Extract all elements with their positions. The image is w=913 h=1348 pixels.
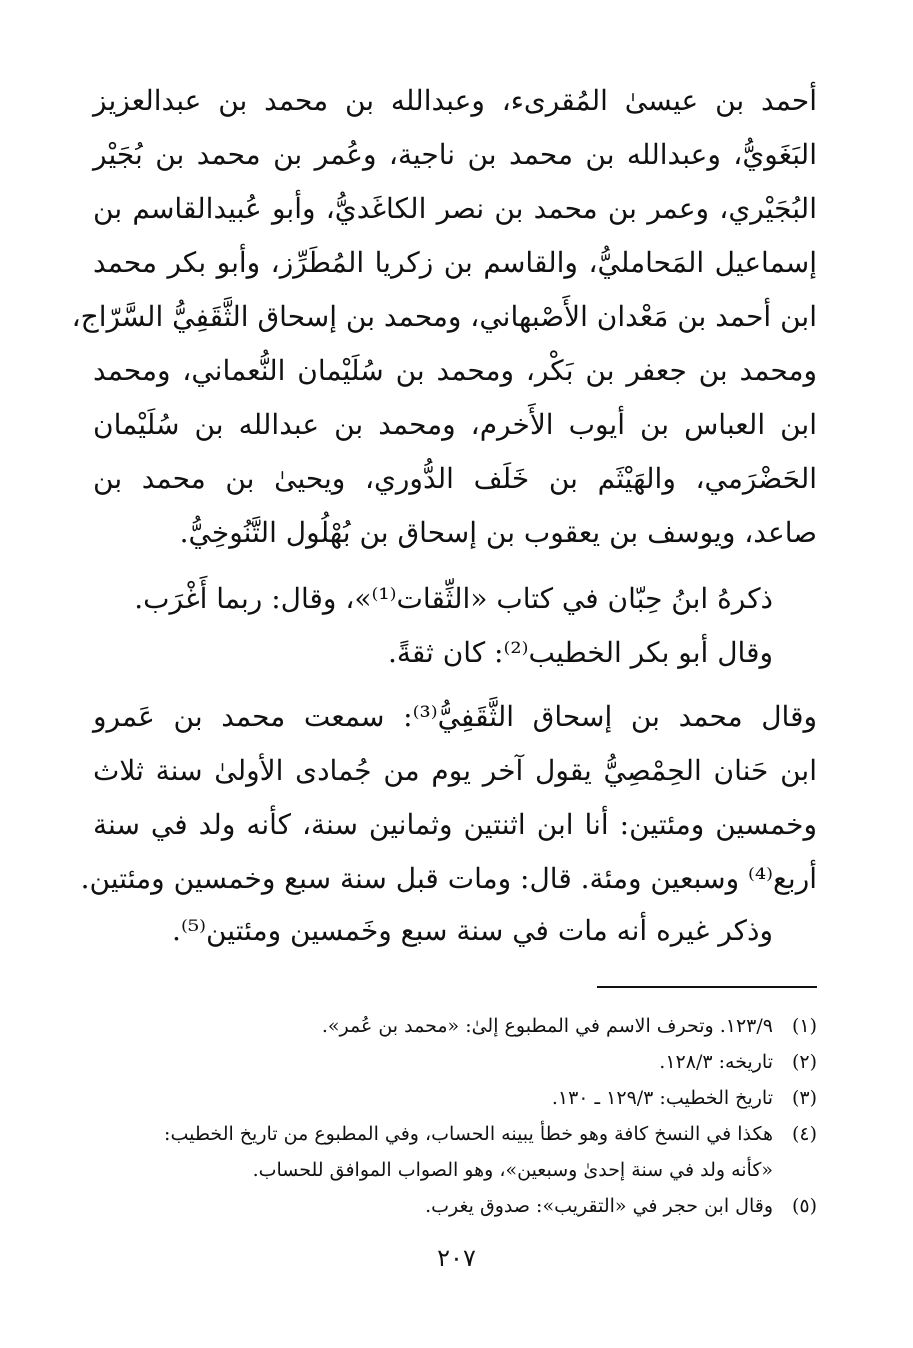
footnote-line: تاريخ الخطيب: ١٢٩/٣ ـ ١٣٠. <box>551 1087 773 1109</box>
text-line: الحَضْرَمي، والهَيْثَم بن خَلَف الدُّوري، ويحيىٰ بن محمد بن <box>93 462 817 495</box>
footnote-line: تاريخه: ١٢٨/٣. <box>659 1051 773 1073</box>
footnote-line: ١٢٣/٩. وتحرف الاسم في المطبوع إلىٰ: «محمد بن عُمر». <box>321 1015 773 1037</box>
footnote <box>93 1044 817 1080</box>
footnote-line: هكذا في النسخ كافة وهو خطأ يبينه الحساب، وفي المطبوع من تاريخ الخطيب: <box>164 1123 773 1145</box>
footnote-line: «كأنه ولد في سنة إحدىٰ وسبعين»، وهو الصواب الموافق للحساب. <box>252 1159 773 1181</box>
footnote <box>93 1116 817 1188</box>
footnote-text <box>93 1044 773 1080</box>
footnote-text <box>93 1116 773 1188</box>
footnote-number: (٤) <box>791 1123 817 1145</box>
page-number: ٢٠٧ <box>437 1244 476 1272</box>
text-line: البُجَيْري، وعمر بن محمد بن نصر الكاغَديُّ، وأبو عُبيدالقاسم بن <box>93 192 817 225</box>
text-line: وخمسين ومئتين: أنا ابن اثنتين وثمانين سنة، كأنه ولد في سنة <box>93 808 817 841</box>
text-line: وقال محمد بن إسحاق الثَّقَفِيُّ⁽³⁾: سمعت محمد بن عَمرو <box>93 700 817 733</box>
text-line: ابن العباس بن أيوب الأَخرم، ومحمد بن عبدالله بن سُلَيْمان <box>93 408 817 441</box>
text-line: ابن حَنان الحِمْصِيُّ يقول آخر يوم من جُمادى الأولىٰ سنة ثلاث <box>93 754 817 787</box>
footnote-text <box>93 1188 773 1224</box>
text-line: إسماعيل المَحامليُّ، والقاسم بن زكريا المُطَرِّز، وأبو بكر محمد <box>93 246 817 279</box>
text-line: البَغَويُّ، وعبدالله بن محمد بن ناجية، وعُمر بن محمد بن بُجَيْر <box>93 138 817 171</box>
text-line: ابن أحمد بن مَعْدان الأَصْبهاني، ومحمد بن إسحاق الثَّقَفِيُّ السَّرّاج، <box>71 300 817 333</box>
footnote-number: (١) <box>791 1015 817 1037</box>
footnote <box>93 1188 817 1224</box>
text-line: وقال أبو بكر الخطيب⁽²⁾: كان ثقةً. <box>387 636 773 669</box>
footnote-line: وقال ابن حجر في «التقريب»: صدوق يغرب. <box>425 1195 773 1217</box>
footnote-number: (٢) <box>791 1051 817 1073</box>
text-line: أحمد بن عيسىٰ المُقرىء، وعبدالله بن محمد بن عبدالعزيز <box>93 84 817 117</box>
text-line: ومحمد بن جعفر بن بَكْر، ومحمد بن سُلَيْمان النُّعماني، ومحمد <box>93 354 817 387</box>
text-line: ذكرهُ ابنُ حِبّان في كتاب «الثِّقات⁽¹⁾»، وقال: ربما أَغْرَب. <box>134 582 773 615</box>
death-date-paragraph <box>49 904 817 958</box>
footnote <box>93 1008 817 1044</box>
footnote <box>93 1080 817 1116</box>
footnote-number: (٣) <box>791 1087 817 1109</box>
text-line: أربع⁽⁴⁾ وسبعين ومئة. قال: ومات قبل سنة سبع وخمسين ومئتين. <box>80 862 817 895</box>
text-line: صاعد، ويوسف بن يعقوب بن إسحاق بن بُهْلُول التَّنُوخِيُّ. <box>179 516 817 549</box>
footnote-divider <box>597 986 817 988</box>
khatib-quote <box>49 626 817 680</box>
footnote-text <box>93 1080 773 1116</box>
thaqafi-paragraph <box>80 690 817 906</box>
footnotes <box>93 1008 817 1224</box>
footnote-text <box>93 1008 773 1044</box>
ibn-hibban-quote <box>49 572 817 626</box>
text-line: وذكر غيره أنه مات في سنة سبع وخَمسين ومئتين⁽⁵⁾. <box>172 914 773 947</box>
biography-paragraph <box>71 74 817 560</box>
footnote-number: (٥) <box>791 1195 817 1217</box>
